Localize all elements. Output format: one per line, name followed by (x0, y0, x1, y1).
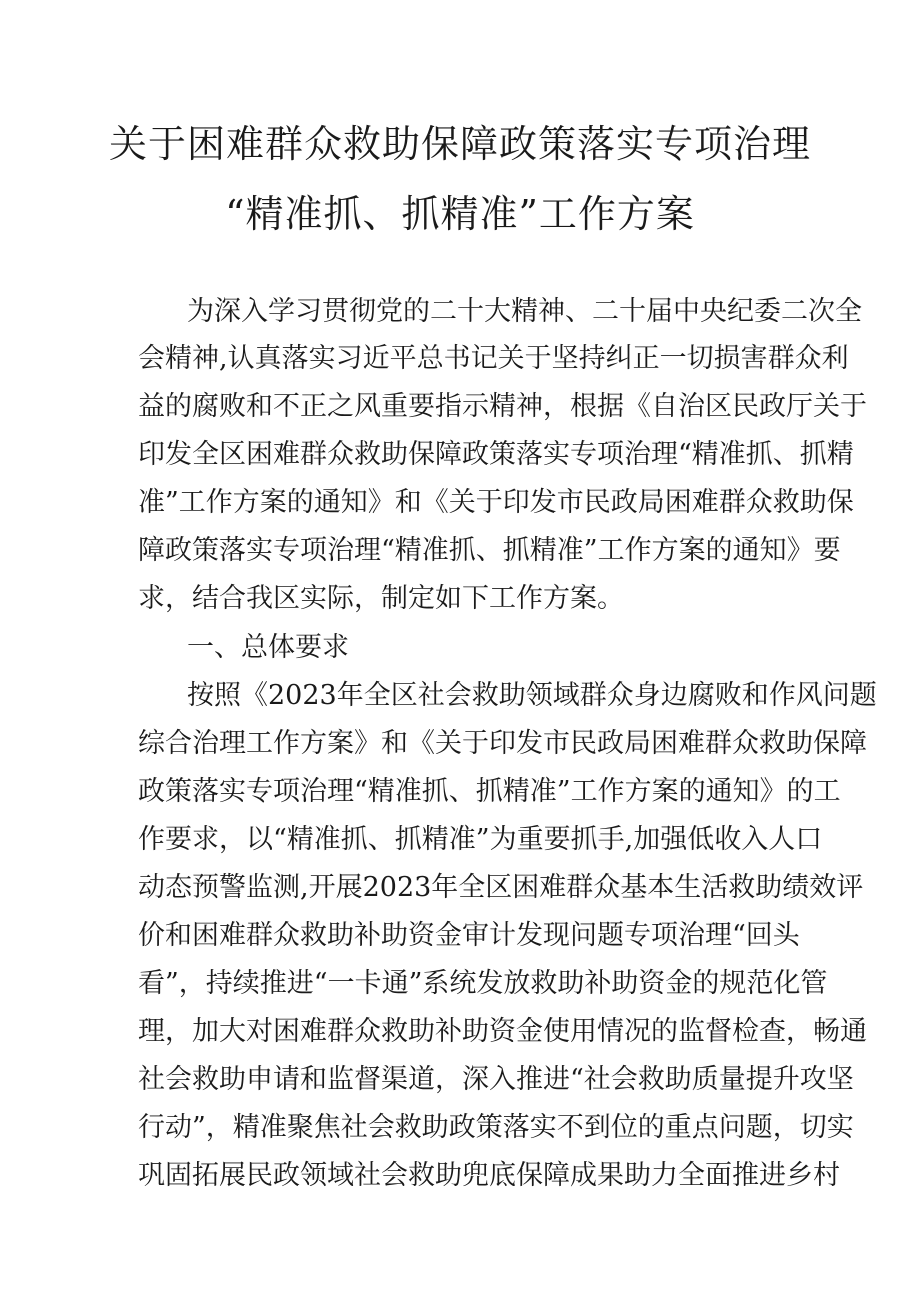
paragraph-2-line: 价和困难群众救助补助资金审计发现问题专项治理“回头 (138, 920, 800, 951)
paragraph-1-line: 益的腐败和不正之风重要指示精神，根据《自治区民政厅关于 (138, 391, 867, 422)
paragraph-1-line: 求，结合我区实际，制定如下工作方案。 (138, 583, 624, 614)
paragraph-2-line: 社会救助申请和监督渠道，深入推进“社会救助质量提升攻坚 (138, 1064, 854, 1095)
paragraph-2-line: 按照《2023年全区社会救助领域群众身边腐败和作风问题 (187, 680, 877, 711)
paragraph-1-line: 准”工作方案的通知》和《关于印发市民政局困难群众救助保 (138, 487, 854, 518)
paragraph-2-line: 作要求，以“精准抓、抓精准”为重要抓手,加强低收入人口 (138, 824, 823, 855)
paragraph-2-line: 综合治理工作方案》和《关于印发市民政局困难群众救助保障 (138, 728, 867, 759)
document-title-line-1: 关于困难群众救助保障政策落实专项治理 (108, 122, 811, 166)
paragraph-1-line: 为深入学习贯彻党的二十大精神、二十届中央纪委二次全 (187, 296, 862, 327)
paragraph-2-line: 行动”，精准聚焦社会救助政策落实不到位的重点问题，切实 (138, 1112, 854, 1143)
paragraph-2-line: 动态预警监测,开展2023年全区困难群众基本生活救助绩效评 (138, 872, 864, 903)
paragraph-2-line: 巩固拓展民政领域社会救助兜底保障成果助力全面推进乡村 (138, 1160, 840, 1191)
paragraph-1-line: 印发全区困难群众救助保障政策落实专项治理“精准抓、抓精 (138, 439, 854, 470)
paragraph-1-line: 会精神,认真落实习近平总书记关于坚持纠正一切损害群众利 (138, 343, 849, 374)
section-heading: 一、总体要求 (187, 632, 349, 663)
paragraph-2-line: 政策落实专项治理“精准抓、抓精准”工作方案的通知》的工 (138, 776, 841, 807)
paragraph-2-line: 看”，持续推进“一卡通”系统发放救助补助资金的规范化管 (138, 968, 828, 999)
paragraph-1-line: 障政策落实专项治理“精准抓、抓精准”工作方案的通知》要 (138, 535, 841, 566)
paragraph-2-line: 理，加大对困难群众救助补助资金使用情况的监督检查，畅通 (138, 1016, 867, 1047)
document-title-line-2: “精准抓、抓精准”工作方案 (225, 192, 695, 236)
